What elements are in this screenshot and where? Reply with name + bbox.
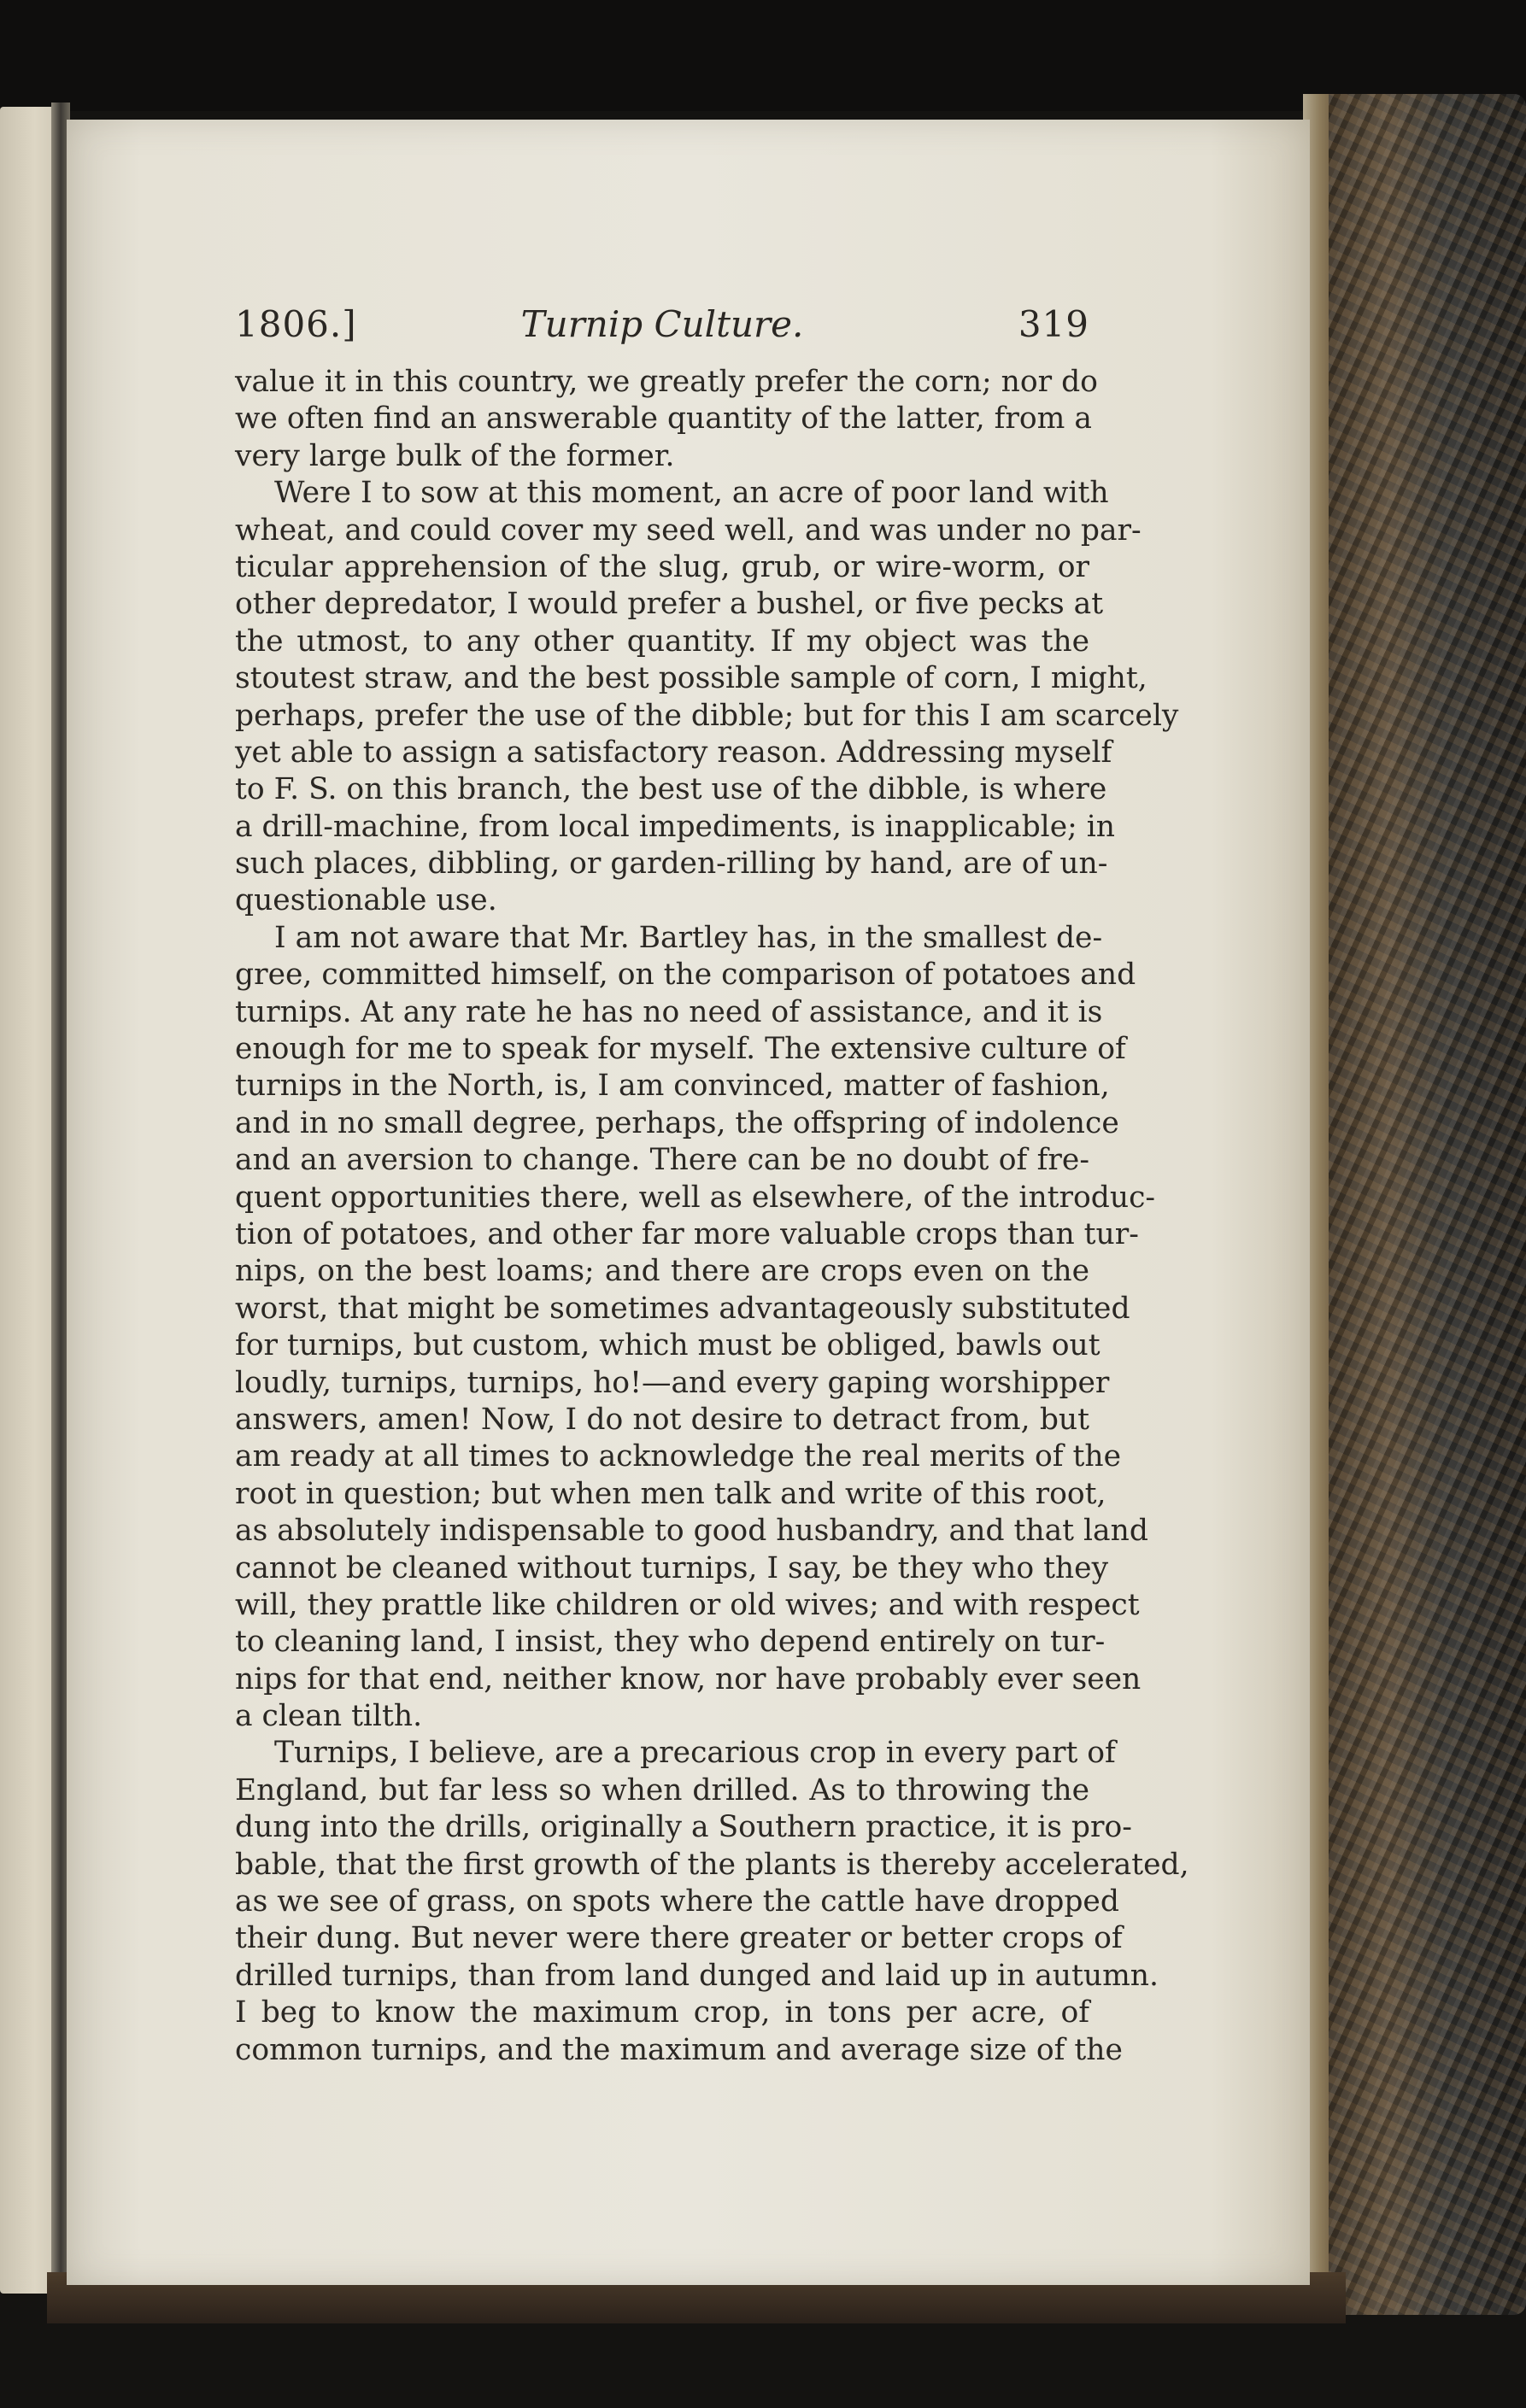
text-line: wheat, and could cover my seed well, and was under no par- [235, 513, 1142, 548]
text-line: to F. S. on this branch, the best use of the dibble, is where [235, 772, 1107, 807]
text-line: will, they prattle like children or old wives; and with respect [235, 1587, 1140, 1622]
text-line: to cleaning land, I insist, they who depend entirely on tur- [235, 1625, 1106, 1660]
marbled-cover-board [1329, 94, 1526, 2315]
text-line: such places, dibbling, or garden-rilling by hand, are of un- [235, 847, 1108, 882]
text-line: worst, that might be sometimes advantageously substituted [235, 1291, 1130, 1326]
text-line: common turnips, and the maximum and average size of the [235, 2032, 1123, 2067]
text-line: value it in this country, we greatly prefer the corn; nor do [235, 365, 1098, 399]
text-line: and in no small degree, perhaps, the offspring of indolence [235, 1105, 1119, 1140]
text-line: dung into the drills, originally a Southern practice, it is pro- [235, 1810, 1132, 1845]
body-text [235, 364, 1189, 2069]
text-line: England, but far less so when drilled. As to throwing the [235, 1772, 1089, 1807]
running-head-title: Turnip Culture. [520, 303, 804, 345]
facing-page-edge [0, 107, 58, 2294]
text-line: cannot be cleaned without turnips, I say, be they who they [235, 1550, 1109, 1585]
book-top-edge [0, 0, 1526, 111]
text-block [235, 299, 1189, 2069]
text-line: enough for me to speak for myself. The extensive culture of [235, 1032, 1126, 1067]
text-line: Turnips, I believe, are a precarious crop in every part of [274, 1736, 1116, 1771]
text-line: a drill-machine, from local impediments, is inapplicable; in [235, 809, 1115, 844]
text-line: I am not aware that Mr. Bartley has, in the smallest de- [274, 920, 1103, 955]
text-line: and an aversion to change. There can be no doubt of fre- [235, 1143, 1089, 1178]
text-line: tion of potatoes, and other far more valuable crops than tur- [235, 1216, 1139, 1251]
text-line: the utmost, to any other quantity. If my object was the [235, 624, 1089, 659]
text-line: their dung. But never were there greater or better crops of [235, 1921, 1123, 1956]
text-line: drilled turnips, than from land dunged and laid up in autumn. [235, 1958, 1159, 1993]
text-line: as we see of grass, on spots where the cattle have dropped [235, 1884, 1119, 1919]
text-line: ticular apprehension of the slug, grub, or wire-worm, or [235, 549, 1089, 584]
text-line: very large bulk of the former. [235, 438, 675, 473]
text-line: bable, that the first growth of the plants is thereby accelerated, [235, 1847, 1189, 1882]
text-line: a clean tilth. [235, 1699, 423, 1734]
page-number: 319 [1018, 303, 1089, 345]
running-head-year: 1806.] [235, 303, 357, 345]
text-line: am ready at all times to acknowledge the real merits of the [235, 1439, 1122, 1474]
text-line: Were I to sow at this moment, an acre of poor land with [274, 476, 1109, 511]
text-line: quent opportunities there, well as elsewhere, of the introduc- [235, 1180, 1156, 1215]
text-line: root in question; but when men talk and write of this root, [235, 1476, 1106, 1511]
text-line: gree, committed himself, on the comparison of potatoes and [235, 958, 1136, 993]
text-line: I beg to know the maximum crop, in tons per acre, of [235, 1995, 1089, 2030]
running-head [235, 299, 1089, 350]
text-line: turnips. At any rate he has no need of assistance, and it is [235, 994, 1103, 1029]
text-line: nips for that end, neither know, nor have probably ever seen [235, 1661, 1142, 1696]
text-line: turnips in the North, is, I am convinced, matter of fashion, [235, 1069, 1110, 1104]
text-line: yet able to assign a satisfactory reason. Addressing myself [235, 735, 1112, 770]
text-line: as absolutely indispensable to good husbandry, and that land [235, 1514, 1148, 1549]
text-line: other depredator, I would prefer a bushel, or five pecks at [235, 587, 1104, 622]
text-line: questionable use. [235, 883, 497, 918]
text-line: loudly, turnips, turnips, ho!—and every gaping worshipper [235, 1365, 1110, 1400]
text-line: answers, amen! Now, I do not desire to detract from, but [235, 1402, 1089, 1437]
text-line: nips, on the best loams; and there are crops even on the [235, 1254, 1089, 1289]
text-line: stoutest straw, and the best possible sample of corn, I might, [235, 661, 1147, 696]
text-line: for turnips, but custom, which must be obliged, bawls out [235, 1328, 1100, 1363]
text-line: we often find an answerable quantity of the latter, from a [235, 401, 1092, 436]
book-page [67, 120, 1310, 2285]
text-line: perhaps, prefer the use of the dibble; but for this I am scarcely [235, 698, 1179, 733]
